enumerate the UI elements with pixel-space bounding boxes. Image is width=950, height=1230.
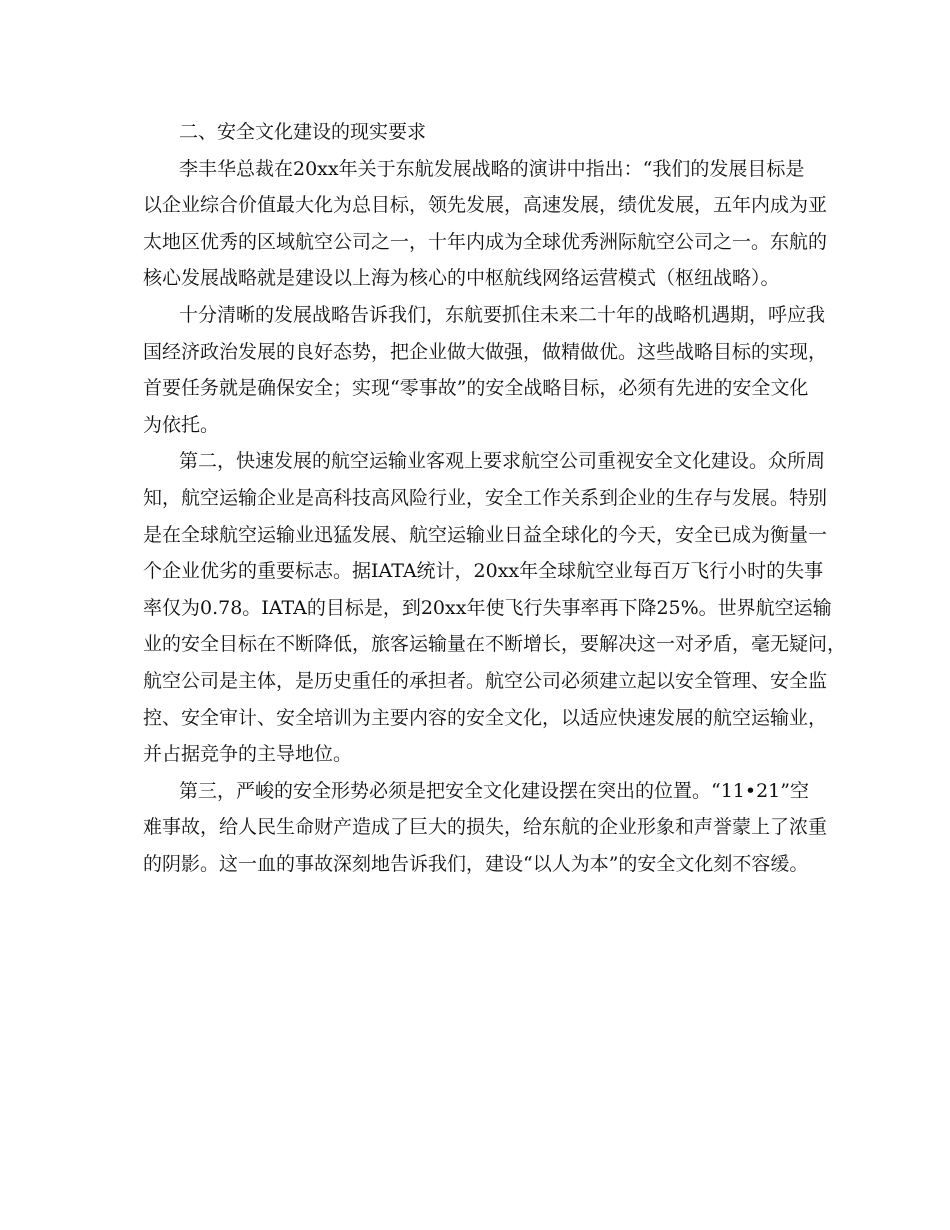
paragraph-line: 第三，严峻的安全形势必须是把安全文化建设摆在突出的位置。“11•21”空: [179, 779, 809, 802]
paragraph-line: 难事故，给人民生命财产造成了巨大的损失，给东航的企业形象和声誉蒙上了浓重: [143, 816, 828, 839]
paragraph-1: [143, 151, 828, 297]
paragraph-line: 第二，快速发展的航空运输业客观上要求航空公司重视安全文化建设。众所周: [179, 450, 826, 473]
section-heading: 二、安全文化建设的现实要求: [179, 121, 427, 143]
paragraph-3: [143, 443, 847, 772]
paragraph-4: [143, 773, 828, 883]
document-body: [143, 114, 847, 882]
paragraph-line: 为依托。: [143, 413, 220, 436]
paragraph-line: 率仅为0.78。IATA的目标是，到20xx年使飞行失事率再下降25%。世界航空运输: [143, 596, 832, 619]
paragraph-line: 十分清晰的发展战略告诉我们，东航要抓住未来二十年的战略机遇期，呼应我: [179, 303, 826, 326]
paragraph-line: 航空公司是主体，是历史重任的承担者。航空公司必须建立起以安全管理、安全监: [143, 669, 828, 692]
paragraph-line: 以企业综合价值最大化为总目标，领先发展，高速发展，绩优发展，五年内成为亚: [143, 194, 828, 217]
paragraph-line: 个企业优劣的重要标志。据IATA统计，20xx年全球航空业每百万飞行小时的失事: [143, 560, 824, 583]
paragraph-line: 并占据竞争的主导地位。: [143, 743, 353, 766]
paragraph-2: [143, 297, 828, 443]
paragraph-line: 李丰华总裁在20xx年关于东航发展战略的演讲中指出：“我们的发展目标是: [179, 157, 805, 180]
paragraph-line: 核心发展战略就是建设以上海为核心的中枢航线网络运营模式（枢纽战略）。: [143, 267, 780, 290]
paragraph-line: 太地区优秀的区域航空公司之一，十年内成为全球优秀洲际航空公司之一。东航的: [143, 230, 828, 253]
paragraph-line: 首要任务就是确保安全；实现“零事故”的安全战略目标，必须有先进的安全文化: [143, 377, 809, 400]
paragraph-line: 国经济政治发展的良好态势，把企业做大做强，做精做优。这些战略目标的实现，: [143, 340, 828, 363]
paragraph-line: 控、安全审计、安全培训为主要内容的安全文化，以适应快速发展的航空运输业，: [143, 706, 828, 729]
paragraph-line: 的阴影。这一血的事故深刻地告诉我们，建设“以人为本”的安全文化刻不容缓。: [143, 852, 809, 875]
paragraph-line: 业的安全目标在不断降低，旅客运输量在不断增长，要解决这一对矛盾，毫无疑问，: [143, 633, 847, 656]
paragraph-line: 知，航空运输企业是高科技高风险行业，安全工作关系到企业的生存与发展。特别: [143, 486, 828, 509]
paragraph-line: 是在全球航空运输业迅猛发展、航空运输业日益全球化的今天，安全已成为衡量一: [143, 523, 828, 546]
